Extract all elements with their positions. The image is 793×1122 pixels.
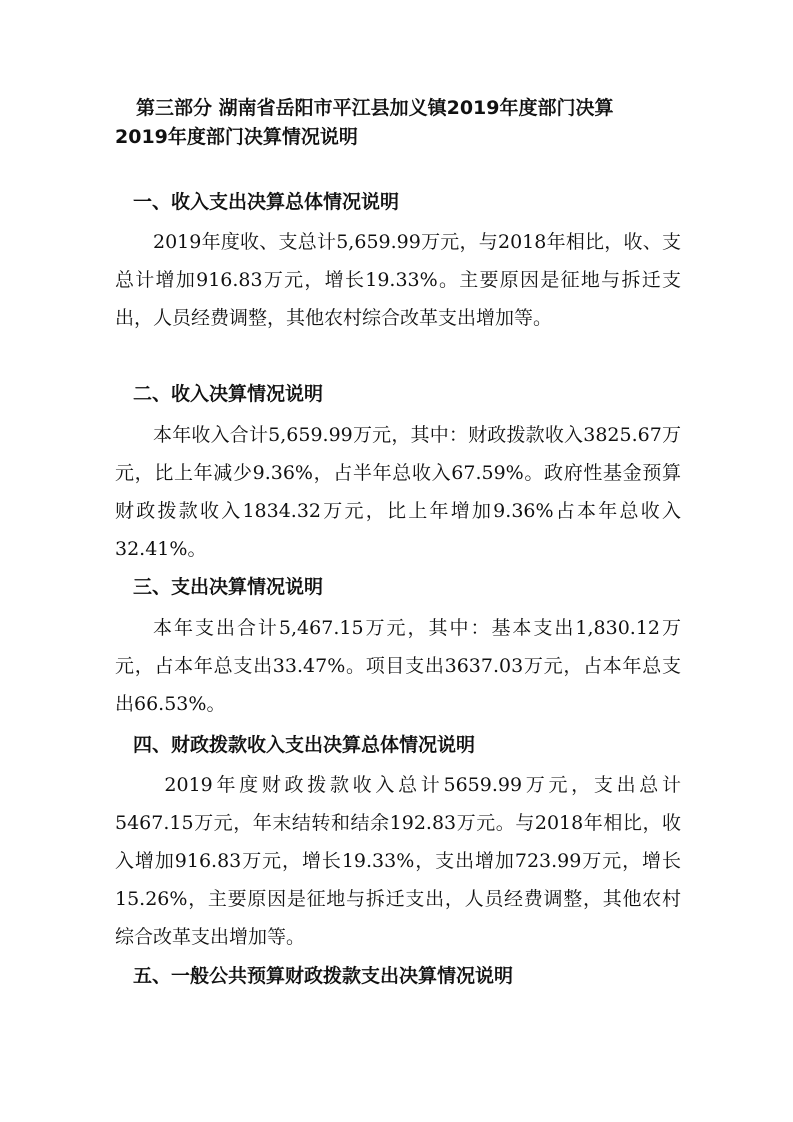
section-body-expenditure: 本年支出合计5,467.15万元，其中：基本支出1,830.12万元，占本年总支出33.47%。项目支出3637.03万元，占本年总支出66.53%。 [115,617,681,715]
section-heading-fiscal-appropriation-overview: 四、财政拨款收入支出决算总体情况说明 [133,734,476,756]
section-heading-income: 二、收入决算情况说明 [133,383,324,405]
section-heading-income-expenditure-overview: 一、收入支出决算总体情况说明 [133,191,400,213]
section-heading-general-public-budget: 五、一般公共预算财政拨款支出决算情况说明 [133,965,514,987]
section-heading-expenditure: 三、支出决算情况说明 [133,576,324,598]
document-title-line-1: 第三部分 湖南省岳阳市平江县加义镇2019年度部门决算 [136,97,614,119]
section-body-income: 本年收入合计5,659.99万元，其中：财政拨款收入3825.67万元，比上年减少9.36%，占半年总收入67.59%。政府性基金预算财政拨款收入1834.32万元，比上年增加9.36%占本年总收入32.41%。 [115,424,681,560]
section-body-income-expenditure-overview: 2019年度收、支总计5,659.99万元，与2018年相比，收、支总计增加916.83万元，增长19.33%。主要原因是征地与拆迁支出，人员经费调整，其他农村综合改革支出增加等。 [115,231,681,329]
document-title-line-2: 2019年度部门决算情况说明 [115,126,358,148]
section-body-fiscal-appropriation-overview: 2019年度财政拨款收入总计5659.99万元，支出总计5467.15万元，年末结转和结余192.83万元。与2018年相比，收入增加916.83万元，增长19.33%，支出增加723.99万元，增长15.26%，主要原因是征地与拆迁支出，人员经费调整，其他农村综合改革支出增加等。 [115,774,681,948]
